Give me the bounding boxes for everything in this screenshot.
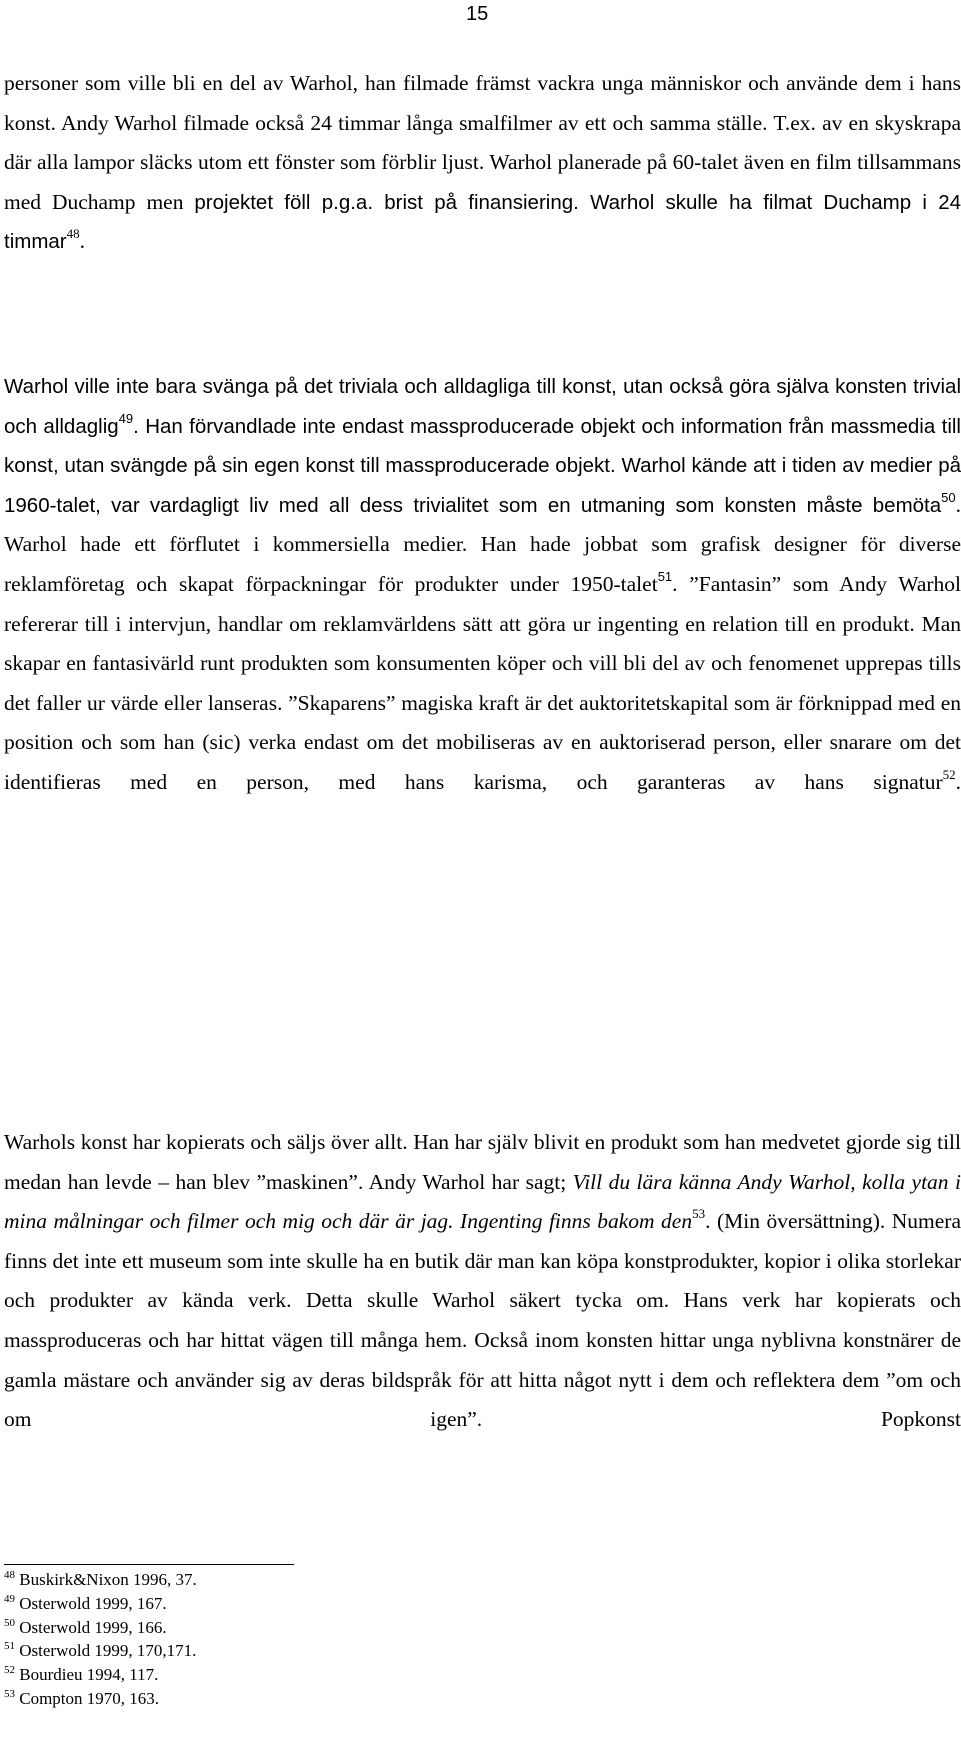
paragraph-1-text: personer som ville bli en del av Warhol, han filmade främst vackra unga människor och använde dem i hans konst. Andy Warhol filmade också 24 timmar långa smalfilmer av ett och samma ställe. T.ex. av en skyskrapa där alla lampor släcks utom ett fönster som förblir ljust. Warhol planerade på 60-talet även en film tillsammans med Duchamp men (4, 71, 961, 214)
footnotes-list (4, 1568, 197, 1711)
footnote-text: Osterwold 1999, 170,171. (19, 1641, 197, 1661)
footnote-ref-52: 52 (942, 766, 956, 782)
warhol-quote: Vill du lära känna Andy Warhol, kolla ytan i mina målningar och filmer och mig och där är jag. Ingenting finns bakom den (4, 1169, 961, 1234)
paragraph-1-period: . (79, 229, 86, 254)
footnote-text: Compton 1970, 163. (19, 1688, 160, 1708)
footnote-number: 49 (4, 1592, 15, 1605)
footnote-text: Buskirk&Nixon 1996, 37. (19, 1570, 197, 1589)
footnote-ref-48: 48 (66, 226, 80, 242)
paragraph-2-text-d: . ”Fantasin” som Andy Warhol refererar till i intervjun, handlar om reklamvärldens sätt att göra ur ingenting en relation till en produkt. Man skapar en fantasivärld runt produkten som konsumenten köper och vill bli del av och fenomenet upprepas tills det faller ur värde eller lanseras. ”Skaparens” magiska kraft är det auktoritetskapital som är förknippad med en position och som han (sic) verka endast om det mobiliseras av en auktoriserad person, eller snarare om det identifieras med en person, med hans karisma, och garanteras av hans signatur (4, 571, 961, 794)
footnote-text: Osterwold 1999, 166. (19, 1617, 167, 1637)
footnote-ref-51: 51 (657, 568, 673, 584)
footnote-text: Bourdieu 1994, 117. (19, 1665, 159, 1685)
footnote-number: 52 (4, 1664, 15, 1677)
footnote-52 (4, 1663, 197, 1687)
footnote-48 (4, 1568, 197, 1592)
paragraph-3 (4, 1123, 961, 1440)
footnote-ref-53: 53 (692, 1206, 706, 1222)
footnote-text: Osterwold 1999, 167. (19, 1593, 167, 1613)
footnote-separator (4, 1564, 294, 1565)
paragraph-3-text-b: . (Min översättning). Numera finns det inte ett museum som inte skulle ha en butik där man kan köpa konstprodukter, kopior i olika storlekar och produkter av kända verk. Detta skulle Warhol säkert tycka om. Hans verk har kopierats och massproduceras och har hittat vägen till många hem. Också inom konsten hittar unga nyblivna konstnärer de gamla mästare och använder sig av deras bildspråk för att hitta något nytt i dem och reflektera dem ”om och om igen”. Popkonst (4, 1209, 961, 1432)
footnote-number: 48 (4, 1569, 15, 1581)
footnote-ref-49: 49 (118, 410, 134, 426)
paragraph-3-text-a: Warhols konst har kopierats och säljs över allt. Han har själv blivit en produkt som han medvetet gjorde sig till medan han levde – han blev ”maskinen”. Andy Warhol har sagt; (4, 1130, 961, 1194)
paragraph-2-text-a: Warhol ville inte bara svänga på det triviala och alldagliga till konst, utan också göra själva konsten trivial och alldaglig (4, 375, 961, 438)
page-number: 15 (466, 3, 489, 25)
paragraph-1-sans-text: projektet föll p.g.a. brist på finansiering. Warhol skulle ha filmat Duchamp i 24 (194, 190, 961, 214)
paragraph-2-text-c: . Warhol hade ett förflutet i kommersiella medier. Han hade jobbat som grafisk designer för diverse reklamföretag och skapat förpackningar för produkter under 1950-talet (4, 492, 961, 596)
paragraph-1 (4, 64, 961, 262)
footnote-50 (4, 1616, 197, 1640)
footnote-number: 50 (4, 1616, 15, 1629)
footnote-51 (4, 1639, 197, 1663)
footnote-53 (4, 1687, 197, 1711)
footnote-number: 51 (4, 1640, 15, 1653)
paragraph-2 (4, 367, 961, 803)
paragraph-2-period: . (955, 769, 961, 794)
footnote-number: 53 (4, 1687, 15, 1700)
footnote-ref-50: 50 (941, 489, 956, 505)
footnote-49 (4, 1592, 197, 1616)
paragraph-2-text-b: . Han förvandlade inte endast massproducerade objekt och information från massmedia till konst, utan svängde på sin egen konst till massproducerade objekt. Warhol kände att i tiden av medier på 1960-talet, var vardagligt liv med all dess trivialitet som en utmaning som konsten måste bemöta (4, 414, 961, 517)
paragraph-1-end-word: timmar (4, 230, 67, 254)
